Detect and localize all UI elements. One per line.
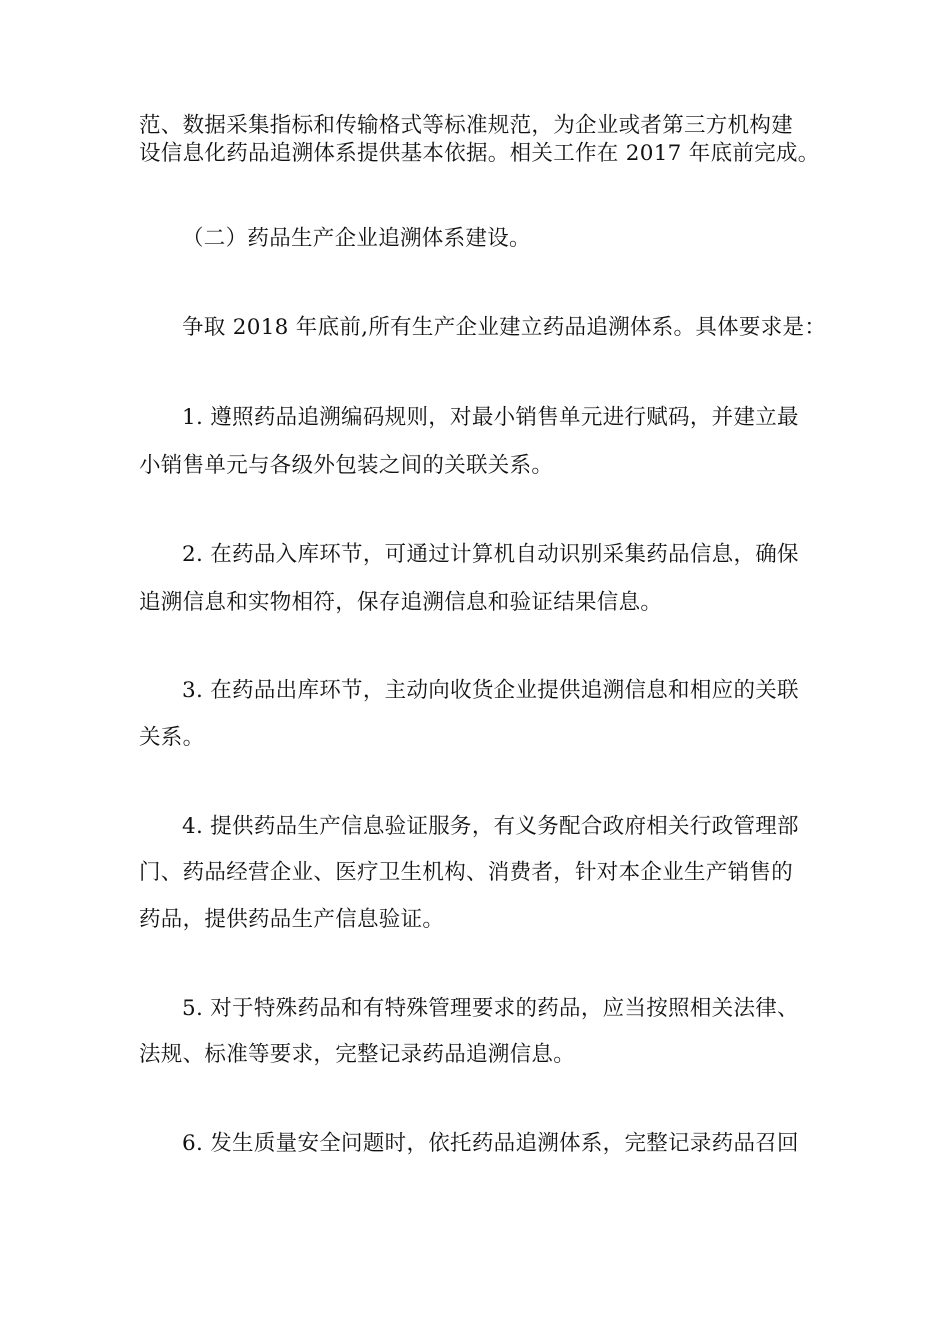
item-4-line-2: 门、药品经营企业、医疗卫生机构、消费者，针对本企业生产销售的 xyxy=(139,860,794,885)
item-5-line-2: 法规、标准等要求，完整记录药品追溯信息。 xyxy=(139,1042,576,1067)
section-heading: （二）药品生产企业追溯体系建设。 xyxy=(182,226,531,251)
paragraph-1-line-1: 范、数据采集指标和传输格式等标准规范，为企业或者第三方机构建 xyxy=(139,113,794,138)
item-4-line-3: 药品，提供药品生产信息验证。 xyxy=(139,907,445,932)
item-1-line-1: 1. 遵照药品追溯编码规则，对最小销售单元进行赋码，并建立最 xyxy=(182,405,799,430)
paragraph-2: 争取 2018 年底前,所有生产企业建立药品追溯体系。具体要求是： xyxy=(182,315,827,340)
item-4-line-1: 4. 提供药品生产信息验证服务，有义务配合政府相关行政管理部 xyxy=(182,814,799,839)
item-5-line-1: 5. 对于特殊药品和有特殊管理要求的药品，应当按照相关法律、 xyxy=(182,996,799,1021)
item-3-line-2: 关系。 xyxy=(139,725,205,750)
item-3-line-1: 3. 在药品出库环节，主动向收货企业提供追溯信息和相应的关联 xyxy=(182,678,799,703)
item-1-line-2: 小销售单元与各级外包装之间的关联关系。 xyxy=(139,453,554,478)
paragraph-1-line-2: 设信息化药品追溯体系提供基本依据。相关工作在 2017 年底前完成。 xyxy=(139,141,820,166)
item-2-line-2: 追溯信息和实物相符，保存追溯信息和验证结果信息。 xyxy=(139,590,663,615)
item-2-line-1: 2. 在药品入库环节，可通过计算机自动识别采集药品信息，确保 xyxy=(182,542,799,567)
item-6-line-1: 6. 发生质量安全问题时，依托药品追溯体系，完整记录药品召回 xyxy=(182,1131,799,1156)
